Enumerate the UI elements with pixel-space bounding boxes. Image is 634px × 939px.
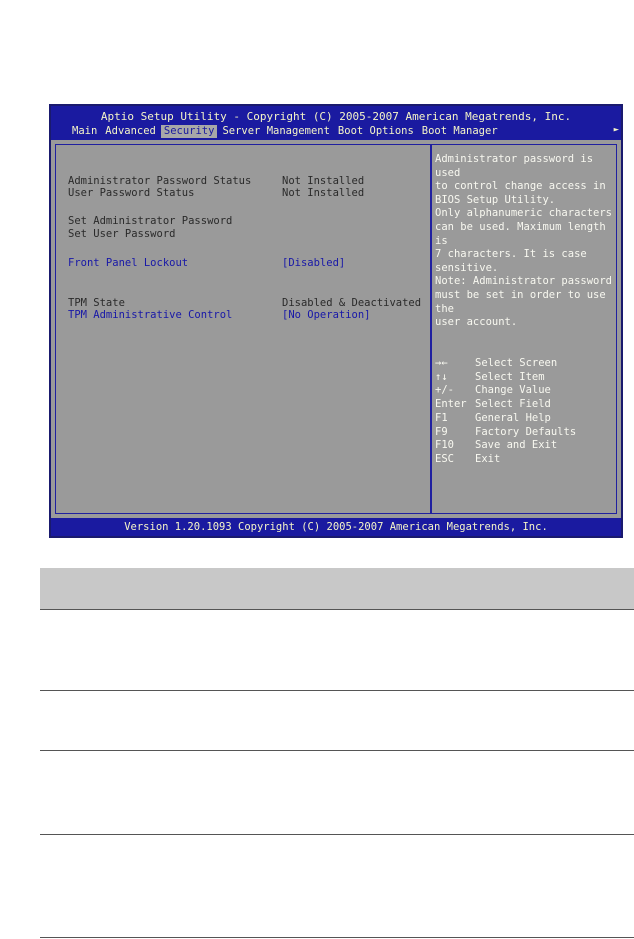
user-password-status-value: Not Installed <box>282 187 365 199</box>
tpm-administrative-control-value[interactable]: [No Operation] <box>282 309 371 321</box>
key-change-value: +/- <box>435 384 454 397</box>
key-action: Select Item <box>475 370 545 383</box>
tpm-state-row <box>68 297 422 309</box>
key-legend-row <box>435 426 576 440</box>
key-select-screen: →← <box>435 357 448 369</box>
front-panel-lockout-label: Front Panel Lockout <box>68 257 189 269</box>
key-action: Factory Defaults <box>475 425 577 438</box>
tab-security[interactable]: Security <box>161 125 218 138</box>
bios-title: Aptio Setup Utility - Copyright (C) 2005-2007 American Megatrends, Inc. <box>100 110 572 123</box>
key-legend-row <box>435 439 576 453</box>
tpm-administrative-control-item[interactable] <box>68 309 371 321</box>
title-bar <box>51 106 621 140</box>
set-administrator-password-item[interactable] <box>68 215 232 227</box>
tab-server-management[interactable]: Server Management <box>222 125 330 137</box>
set-user-password-label: Set User Password <box>68 228 176 240</box>
tpm-state-value: Disabled & Deactivated <box>282 297 422 309</box>
key-enter: Enter <box>435 398 467 411</box>
bios-setup-screen <box>49 104 623 538</box>
tpm-administrative-control-label: TPM Administrative Control <box>68 309 233 321</box>
tab-bar <box>69 125 503 138</box>
key-action: Select Field <box>475 398 551 411</box>
key-action: Select Screen <box>475 357 558 369</box>
tab-boot-options[interactable]: Boot Options <box>337 125 414 137</box>
front-panel-lockout-item[interactable] <box>68 257 346 269</box>
content-area <box>51 140 621 518</box>
tab-main[interactable]: Main <box>72 125 98 137</box>
table-row-divider <box>40 834 634 835</box>
key-select-item: ↑↓ <box>435 370 448 383</box>
table-row-divider <box>40 937 634 938</box>
front-panel-lockout-value[interactable]: [Disabled] <box>282 257 346 269</box>
key-f1: F1 <box>435 411 448 424</box>
admin-password-status-label: Administrator Password Status <box>68 175 252 187</box>
key-legend-row <box>435 453 576 467</box>
key-legend <box>435 357 576 467</box>
table-header <box>40 568 634 610</box>
footer-bar <box>51 518 621 536</box>
key-action: Change Value <box>475 384 551 397</box>
admin-password-status-value: Not Installed <box>282 175 365 187</box>
key-legend-row <box>435 371 576 385</box>
set-administrator-password-label: Set Administrator Password <box>68 215 233 227</box>
key-legend-row <box>435 412 576 426</box>
user-password-status-label: User Password Status <box>68 187 195 199</box>
key-f9: F9 <box>435 425 448 438</box>
key-esc: ESC <box>435 452 454 465</box>
key-legend-row <box>435 357 576 371</box>
tab-boot-manager[interactable]: Boot Manager <box>421 125 498 137</box>
empty-table <box>40 568 634 939</box>
help-panel <box>431 144 617 514</box>
tpm-state-label: TPM State <box>68 297 125 309</box>
key-legend-row <box>435 384 576 398</box>
table-row-divider <box>40 750 634 751</box>
key-action: Save and Exit <box>475 439 558 452</box>
help-description: Administrator password is used to control change access in BIOS Setup Utility. Only alphanumeric characters can be used. Maximum length is 7 characters. It is case sensitive. Note: Administrator password must be set in order to use the user account. <box>435 153 613 329</box>
tab-advanced[interactable]: Advanced <box>105 125 156 137</box>
set-user-password-item[interactable] <box>68 228 175 240</box>
key-legend-row <box>435 398 576 412</box>
version-footer: Version 1.20.1093 Copyright (C) 2005-2007 American Megatrends, Inc. <box>124 521 548 533</box>
key-f10: F10 <box>435 439 454 452</box>
key-action: General Help <box>475 411 551 424</box>
key-action: Exit <box>475 452 501 465</box>
user-password-status-row <box>68 187 365 199</box>
tab-scroll-right-icon[interactable]: ► <box>613 125 619 135</box>
admin-password-status-row <box>68 175 365 187</box>
settings-panel <box>55 144 431 514</box>
table-row-divider <box>40 690 634 691</box>
